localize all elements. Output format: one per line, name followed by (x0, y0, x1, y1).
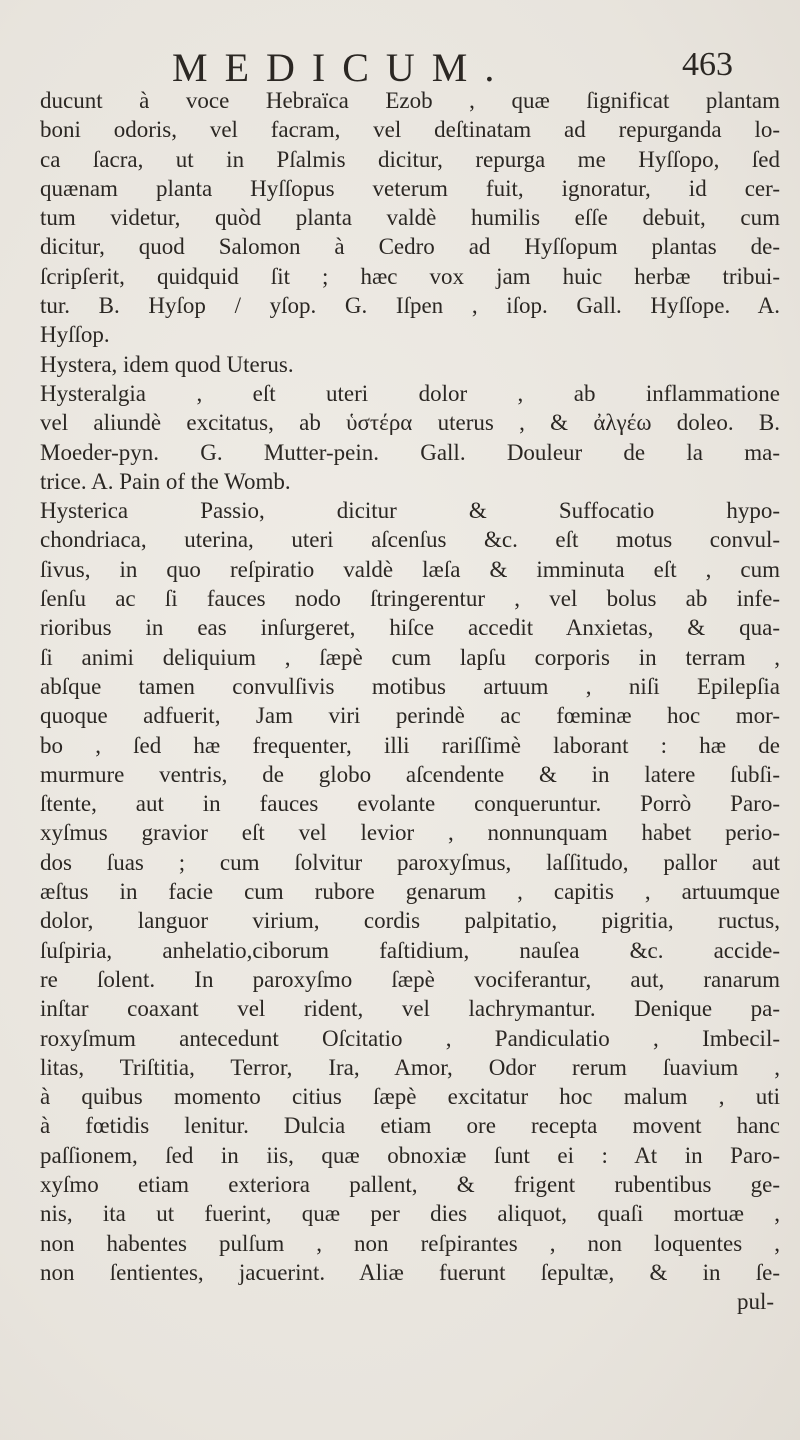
text-line: litas, Triſtitia, Terror, Ira, Amor, Odor rerum ſuavium , (40, 1054, 780, 1080)
text-line: ſtente, aut in fauces evolante conqueruntur. Porrò Paro- (40, 791, 780, 817)
page-header (0, 40, 800, 90)
text-line: ſenſu ac ſi fauces nodo ſtringerentur , vel bolus ab infe- (40, 586, 780, 612)
text-line: nis, ita ut fuerint, quæ per dies aliquot, quaſi mortuæ , (40, 1201, 780, 1227)
text-line: quoque adfuerit, Jam viri perindè ac fœminæ hoc mor- (40, 703, 780, 729)
text-line: Moeder-pyn. G. Mutter-pein. Gall. Douleur de la ma- (40, 439, 780, 465)
text-line: murmure ventris, de globo aſcendente & in latere ſubſi- (40, 761, 780, 787)
text-line: roxyſmum antecedunt Oſcitatio , Pandiculatio , Imbecil- (40, 1025, 780, 1051)
text-line: Hyſſop. (40, 322, 110, 348)
entry-line-hysterica-passio: Hysterica Passio, dicitur & Suffocatio hypo- (40, 498, 780, 524)
text-line: boni odoris, vel facram, vel deſtinatam ad repurganda lo- (40, 117, 780, 143)
text-line: tum videtur, quòd planta valdè humilis eſſe debuit, cum (40, 205, 780, 231)
text-line: ſcripſerit, quidquid ſit ; hæc vox jam huic herbæ tribui- (40, 263, 780, 289)
text-line: vel aliundè excitatus, ab ὑστέρα uterus , & ἀλγέω doleo. B. (40, 410, 780, 436)
text-line: æſtus in facie cum rubore genarum , capitis , artuumque (40, 879, 780, 905)
text-line: xyſmus gravior eſt vel levior , nonnunquam habet perio- (40, 820, 780, 846)
entry-line-hystera: Hystera, idem quod Uterus. (40, 351, 294, 377)
text-line: à quibus momento citius ſæpè excitatur hoc malum , uti (40, 1084, 780, 1110)
text-line: ſuſpiria, anhelatio,ciborum faſtidium, nauſea &c. accide- (40, 937, 780, 963)
catchword: pul- (736, 1289, 774, 1315)
entry-line-hysteralgia: Hysteralgia , eſt uteri dolor , ab inflammatione (40, 380, 780, 406)
text-line: non habentes pulſum , non reſpirantes , non loquentes , (40, 1230, 780, 1256)
text-line: xyſmo etiam exteriora pallent, & frigent rubentibus ge- (40, 1171, 780, 1197)
body-text (40, 86, 780, 1316)
text-line: abſque tamen convulſivis motibus artuum , niſi Epilepſia (40, 673, 780, 699)
text-line: dos ſuas ; cum ſolvitur paroxyſmus, laſſitudo, pallor aut (40, 849, 780, 875)
text-line: trice. A. Pain of the Womb. (40, 468, 291, 494)
text-line: chondriaca, uterina, uteri aſcenſus &c. eſt motus convul- (40, 527, 780, 553)
text-line: re ſolent. In paroxyſmo ſæpè vociferantur, aut, ranarum (40, 966, 780, 992)
text-line: ducunt à voce Hebraïca Ezob , quæ ſignificat plantam (40, 88, 780, 113)
text-line: quænam planta Hyſſopus veterum fuit, ignoratur, id cer- (40, 175, 780, 201)
text-line: dicitur, quod Salomon à Cedro ad Hyſſopum plantas de- (40, 234, 780, 260)
text-line: tur. B. Hyſop / yſop. G. Iſpen , iſop. Gall. Hyſſope. A. (40, 293, 780, 319)
text-line: rioribus in eas inſurgeret, hiſce accedit Anxietas, & qua- (40, 615, 780, 641)
text-line: paſſionem, ſed in iis, quæ obnoxiæ ſunt ei : At in Paro- (40, 1142, 780, 1168)
text-line: dolor, languor virium, cordis palpitatio, pigritia, ructus, (40, 908, 780, 934)
text-line: à fœtidis lenitur. Dulcia etiam ore recepta movent hanc (40, 1113, 780, 1139)
text-line: bo , ſed hæ frequenter, illi rariſſimè laborant : hæ de (40, 732, 780, 758)
running-head: MEDICUM. (172, 45, 512, 90)
page-number: 463 (682, 46, 733, 83)
text-line: ſivus, in quo reſpiratio valdè læſa & imminuta eſt , cum (40, 556, 780, 582)
text-line: inſtar coaxant vel rident, vel lachrymantur. Denique pa- (40, 996, 780, 1022)
text-line: ca ſacra, ut in Pſalmis dicitur, repurga me Hyſſopo, ſed (40, 146, 780, 172)
text-line: ſi animi deliquium , ſæpè cum lapſu corporis in terram , (40, 644, 780, 670)
text-line: non ſentientes, jacuerint. Aliæ fuerunt ſepultæ, & in ſe- (40, 1259, 780, 1285)
